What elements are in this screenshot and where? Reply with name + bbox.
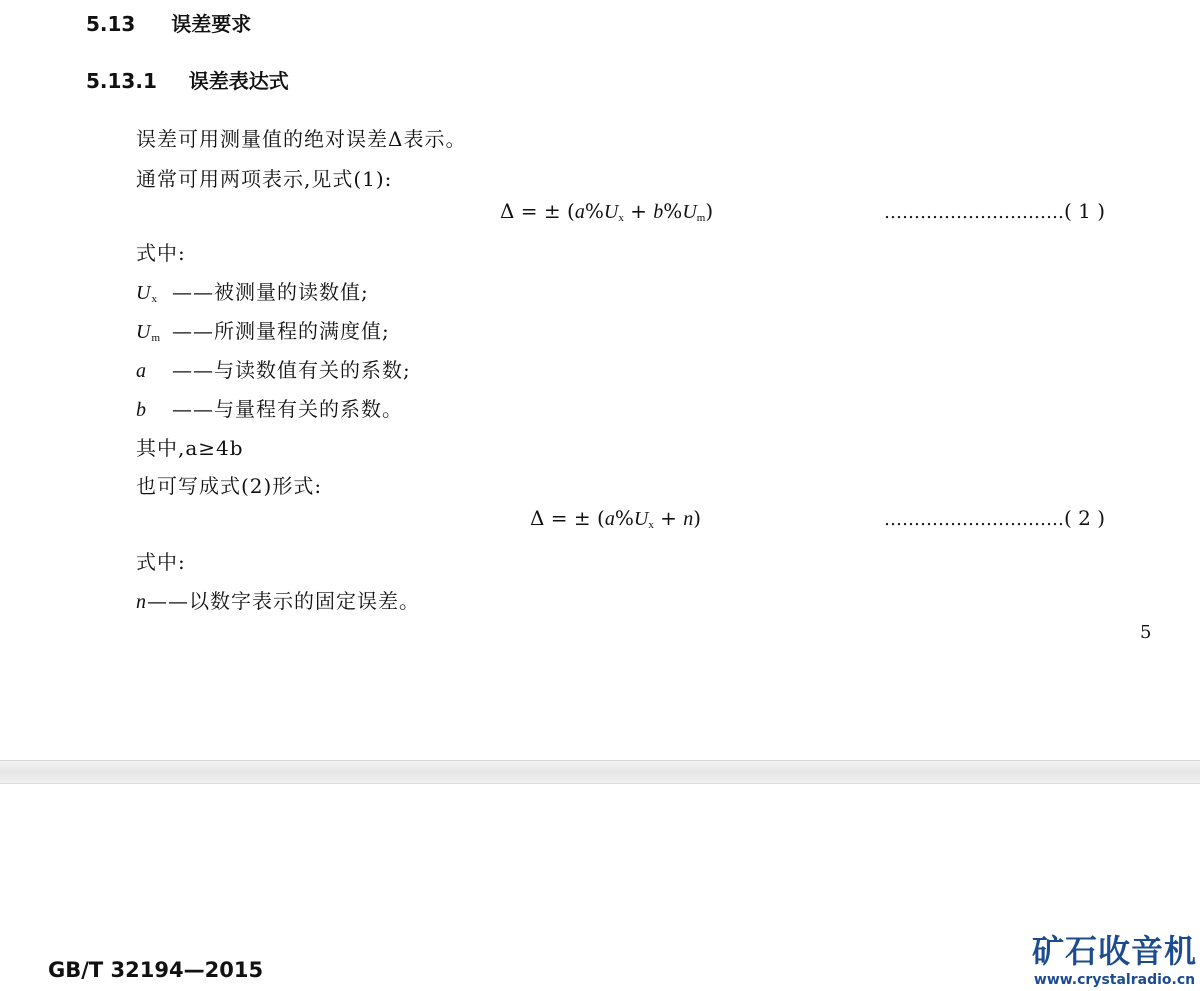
def-ux bbox=[136, 276, 369, 305]
formula-2 bbox=[530, 506, 701, 531]
formula-1-u2: U bbox=[682, 201, 697, 223]
section-heading bbox=[86, 8, 251, 37]
formula-2-number: ( 2 ) bbox=[1064, 506, 1106, 530]
formula-2-ref bbox=[884, 506, 1105, 530]
formula-1-ref bbox=[884, 199, 1105, 223]
condition-line: 其中,a≥4b bbox=[136, 436, 244, 460]
formula-1-pct1: % bbox=[584, 199, 604, 223]
def-ux-text: ——被测量的读数值; bbox=[172, 280, 369, 304]
def-n bbox=[136, 585, 420, 614]
intro-line-2: 通常可用两项表示,见式(1): bbox=[136, 167, 393, 191]
formula-2-u1: U bbox=[633, 508, 649, 530]
formula-1-close: ) bbox=[705, 199, 714, 223]
def-a-text: ——与读数值有关的系数; bbox=[172, 358, 411, 382]
def-b bbox=[136, 393, 403, 422]
formula-1-number: ( 1 ) bbox=[1064, 199, 1106, 223]
def-um-symbol: U bbox=[136, 321, 152, 343]
formula-2-close: ) bbox=[693, 506, 702, 530]
subsection-title: 误差表达式 bbox=[188, 69, 289, 93]
formula-2-pct1: % bbox=[614, 506, 634, 530]
def-um bbox=[136, 315, 390, 344]
where-label-1: 式中: bbox=[136, 241, 186, 265]
formula-2-plus: + bbox=[653, 506, 684, 530]
page-divider bbox=[0, 760, 1200, 784]
def-ux-symbol: U bbox=[136, 282, 152, 304]
section-title: 误差要求 bbox=[171, 12, 252, 36]
logo-url: www.crystalradio.cn bbox=[1033, 972, 1196, 988]
def-um-sub: m bbox=[151, 332, 162, 344]
standard-number: GB/T 32194—2015 bbox=[48, 958, 264, 982]
formula-1-a: a bbox=[574, 201, 585, 223]
formula-2-lhs: Δ = ± ( bbox=[530, 506, 605, 530]
section-number: 5.13 bbox=[86, 12, 136, 36]
formula-1-plus: + bbox=[623, 199, 654, 223]
page-number: 5 bbox=[1140, 622, 1152, 643]
formula-1-u1: U bbox=[603, 201, 619, 223]
def-n-text: ——以数字表示的固定误差。 bbox=[147, 589, 420, 613]
formula-1-sub2: m bbox=[696, 212, 706, 224]
formula-2-sub1: x bbox=[648, 519, 654, 531]
intro-line-1: 误差可用测量值的绝对误差Δ表示。 bbox=[136, 127, 467, 151]
def-b-symbol: b bbox=[136, 399, 147, 421]
formula-1 bbox=[500, 199, 713, 224]
formula-2-leader: ………………………… bbox=[884, 509, 1064, 530]
logo-text: 矿石收音机 bbox=[1032, 932, 1198, 970]
def-n-symbol: n bbox=[136, 591, 147, 613]
subsection-heading bbox=[86, 65, 289, 94]
formula-1-sub1: x bbox=[618, 212, 624, 224]
alt-form-line: 也可写成式(2)形式: bbox=[136, 474, 323, 498]
formula-2-n: n bbox=[683, 508, 694, 530]
formula-1-pct2: % bbox=[663, 199, 683, 223]
formula-1-b: b bbox=[653, 201, 664, 223]
def-b-text: ——与量程有关的系数。 bbox=[172, 397, 403, 421]
formula-2-a: a bbox=[604, 508, 615, 530]
watermark-logo bbox=[1032, 926, 1197, 988]
def-a-symbol: a bbox=[136, 360, 147, 382]
formula-1-leader: ………………………… bbox=[884, 202, 1064, 223]
where-label-2: 式中: bbox=[136, 550, 186, 574]
def-ux-sub: x bbox=[151, 293, 158, 305]
def-a bbox=[136, 354, 411, 383]
subsection-number: 5.13.1 bbox=[86, 69, 157, 93]
def-um-text: ——所测量程的满度值; bbox=[172, 319, 390, 343]
formula-1-lhs: Δ = ± ( bbox=[500, 199, 575, 223]
